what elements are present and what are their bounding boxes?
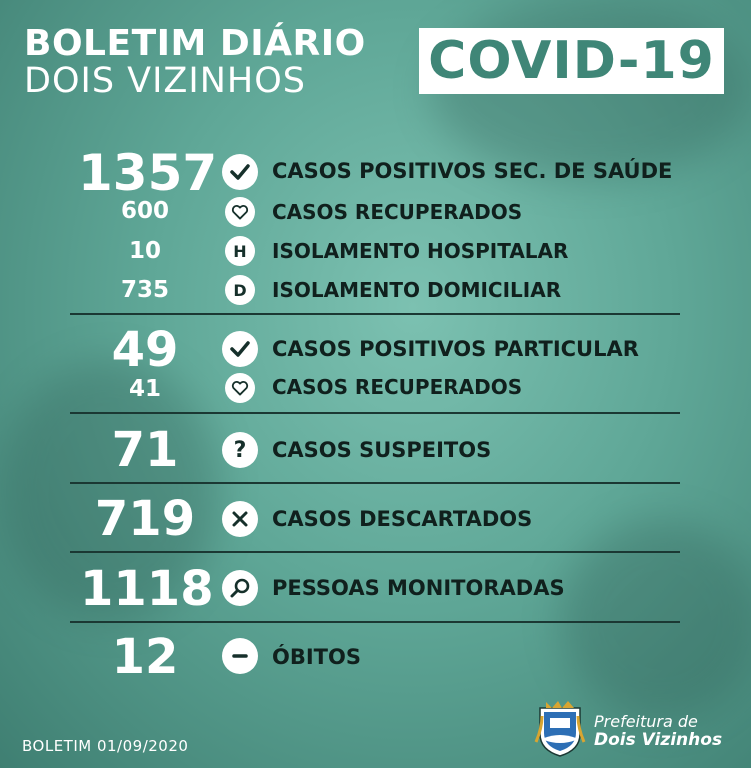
- stat-value-descartados: 719: [94, 491, 196, 547]
- stat-value-obitos: 12: [111, 629, 179, 685]
- prefeitura-line1: Prefeitura de: [594, 712, 698, 731]
- hospital-h-icon: H: [225, 236, 255, 266]
- stat-label-isolamento-domiciliar: ISOLAMENTO DOMICILIAR: [272, 278, 562, 302]
- check-icon: [222, 154, 258, 190]
- heart-icon: [225, 197, 255, 227]
- stat-value-recuperados-sec: 600: [120, 198, 169, 224]
- prefeitura-line2: Dois Vizinhos: [594, 729, 723, 750]
- stat-label-recuperados-sec: CASOS RECUPERADOS: [272, 200, 523, 224]
- check-icon: [222, 331, 258, 367]
- stat-value-isolamento-domiciliar: 735: [120, 277, 169, 303]
- domiciliar-d-icon: D: [225, 275, 255, 305]
- magnifier-icon: [222, 570, 258, 606]
- stat-value-positivos-sec: 1357: [78, 144, 218, 202]
- heart-icon: [225, 373, 255, 403]
- covid-badge-text: COVID-19: [428, 31, 715, 91]
- stat-value-monitoradas: 1118: [80, 561, 214, 617]
- stat-value-isolamento-hospitalar: 10: [128, 238, 161, 264]
- divider-3: [70, 482, 680, 484]
- title-dois-vizinhos: DOIS VIZINHOS: [24, 61, 306, 101]
- stat-value-suspeitos: 71: [111, 422, 179, 478]
- question-icon: ?: [222, 432, 258, 468]
- stat-label-recuperados-particular: CASOS RECUPERADOS: [272, 375, 523, 399]
- stat-label-descartados: CASOS DESCARTADOS: [272, 507, 533, 531]
- divider-2: [70, 412, 680, 414]
- prefeitura-logo-text: [594, 713, 722, 749]
- minus-icon: [222, 638, 258, 674]
- stat-label-monitoradas: PESSOAS MONITORADAS: [272, 576, 565, 600]
- covid-badge: [419, 28, 724, 94]
- title-boletim-diario: BOLETIM DIÁRIO: [24, 23, 366, 64]
- divider-4: [70, 551, 680, 553]
- city-crest-icon: [532, 698, 588, 758]
- bulletin-date: BOLETIM 01/09/2020: [22, 737, 189, 755]
- divider-1: [70, 313, 680, 315]
- stat-label-obitos: ÓBITOS: [272, 645, 361, 669]
- stat-label-suspeitos: CASOS SUSPEITOS: [272, 438, 492, 462]
- stat-label-positivos-sec: CASOS POSITIVOS SEC. DE SAÚDE: [272, 159, 673, 183]
- stat-value-recuperados-particular: 41: [128, 376, 161, 402]
- x-icon: [222, 501, 258, 537]
- divider-5: [70, 621, 680, 623]
- stat-label-isolamento-hospitalar: ISOLAMENTO HOSPITALAR: [272, 239, 569, 263]
- stat-label-positivos-particular: CASOS POSITIVOS PARTICULAR: [272, 337, 639, 361]
- stat-value-positivos-particular: 49: [111, 322, 179, 378]
